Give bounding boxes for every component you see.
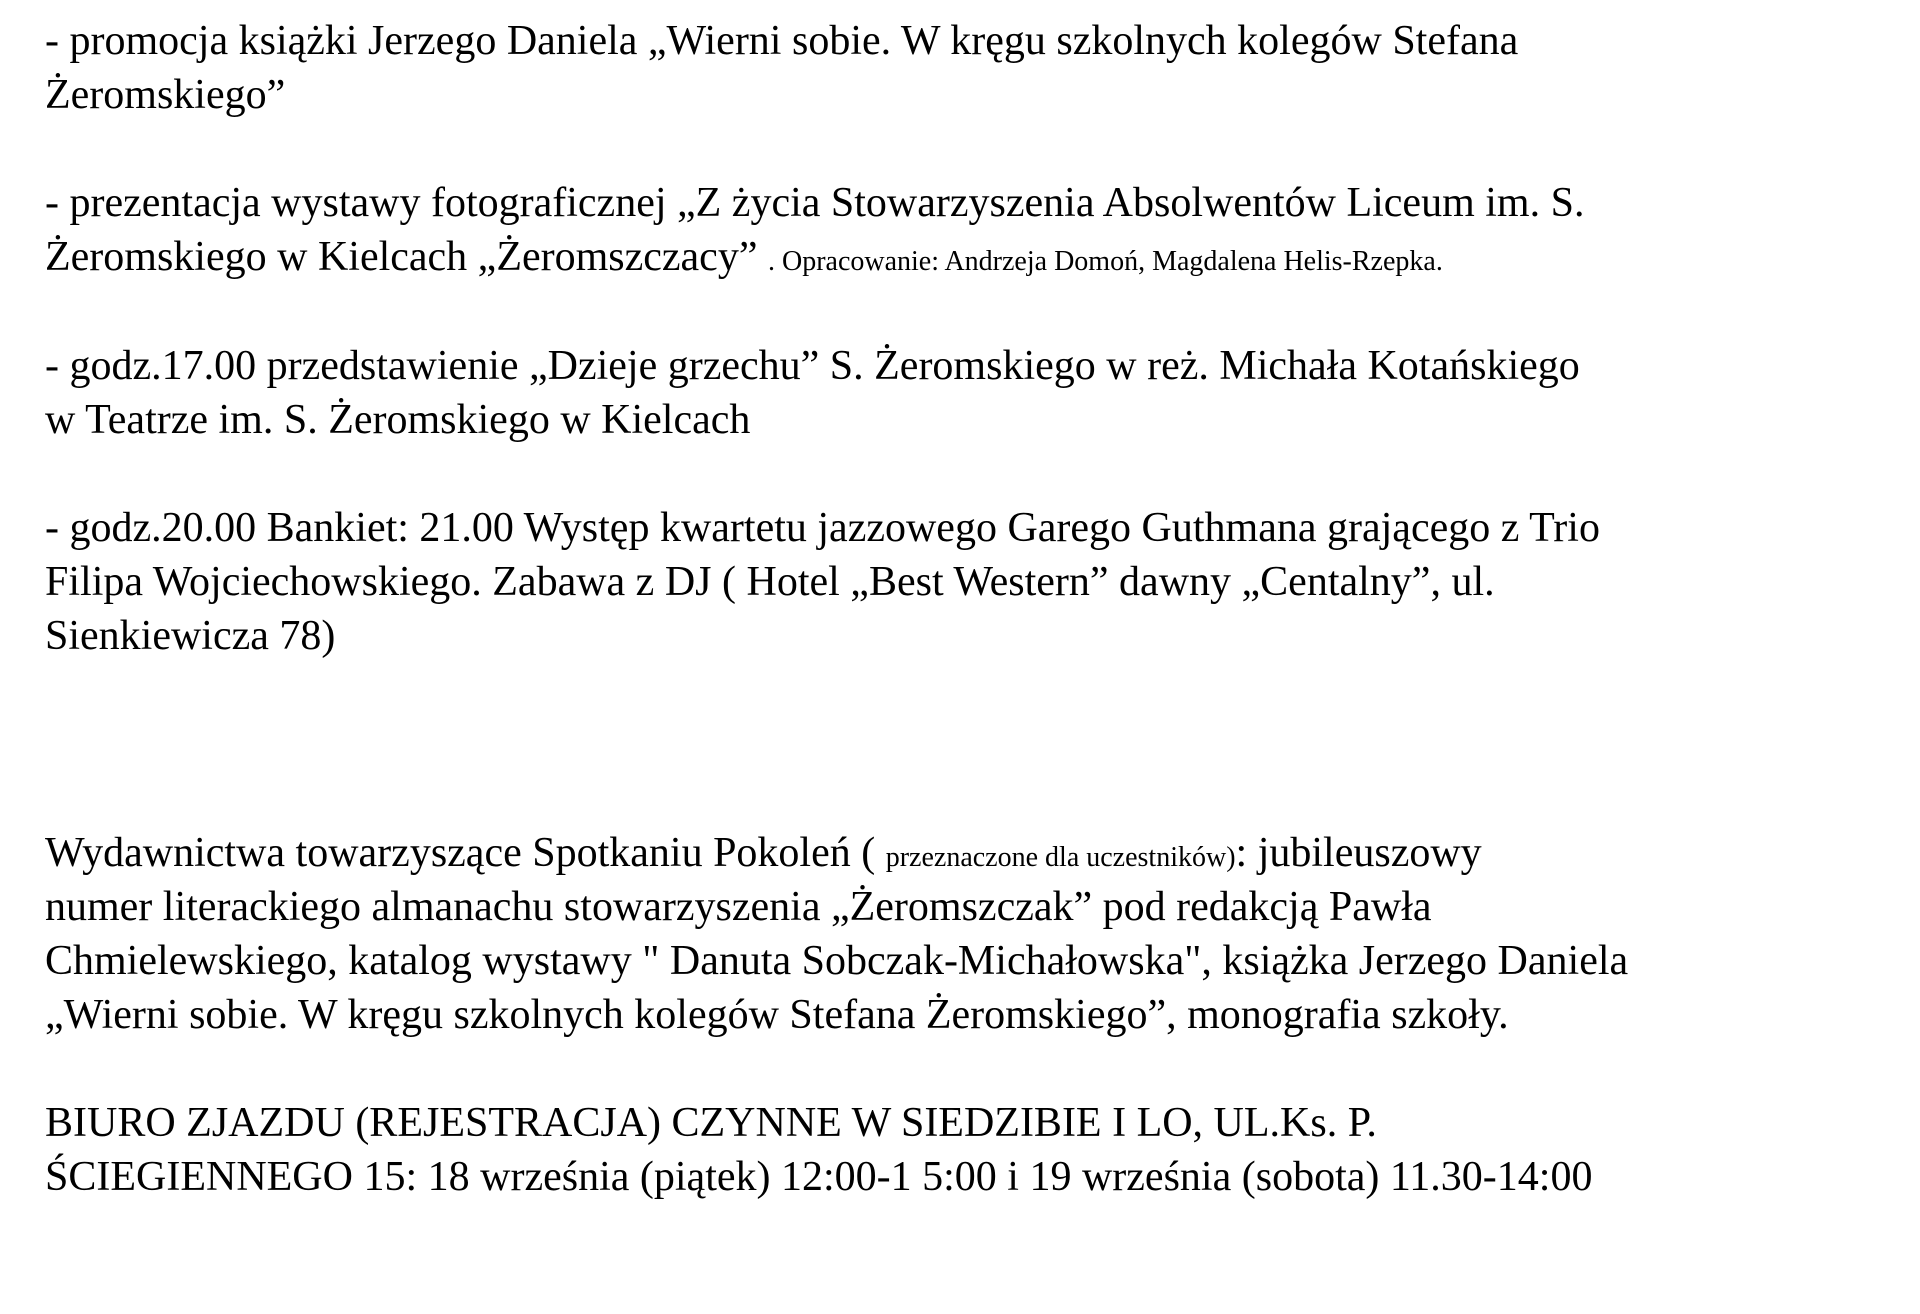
publications-intro: Wydawnictwa towarzyszące Spotkaniu Pokoleń ( bbox=[45, 830, 886, 876]
publications-note: przeznaczone dla uczestników) bbox=[885, 842, 1236, 873]
office-line-1: BIURO ZJAZDU (REJESTRACJA) CZYNNE W SIEDZIBIE I LO, UL.Ks. P. bbox=[45, 1100, 1377, 1146]
item-3-line-2: w Teatrze im. S. Żeromskiego w Kielcach bbox=[45, 397, 751, 443]
publications-line-3: Chmielewskiego, katalog wystawy " Danuta Sobczak-Michałowska", książka Jerzego Daniela bbox=[45, 938, 1629, 984]
item-4-line-1: - godz.20.00 Bankiet: 21.00 Występ kwartetu jazzowego Garego Guthmana grającego z Trio bbox=[45, 505, 1600, 551]
item-1-line-2: Żeromskiego” bbox=[45, 72, 286, 118]
item-2-line-1: - prezentacja wystawy fotograficznej „Z życia Stowarzyszenia Absolwentów Liceum im. S. bbox=[45, 180, 1585, 226]
item-2-credits: . Opracowanie: Andrzeja Domoń, Magdalena Helis-Rzepka. bbox=[767, 246, 1443, 277]
item-2-line-2 bbox=[45, 230, 1443, 289]
item-3-line-1: - godz.17.00 przedstawienie „Dzieje grzechu” S. Żeromskiego w reż. Michała Kotańskiego bbox=[45, 343, 1580, 389]
publications-line-1 bbox=[45, 826, 1482, 885]
publications-line-2: numer literackiego almanachu stowarzyszenia „Żeromszczak” pod redakcją Pawła bbox=[45, 884, 1432, 930]
item-4-line-3: Sienkiewicza 78) bbox=[45, 613, 336, 659]
office-line-2: ŚCIEGIENNEGO 15: 18 września (piątek) 12:00-1 5:00 i 19 września (sobota) 11.30-14:00 bbox=[45, 1154, 1593, 1200]
item-4-line-2: Filipa Wojciechowskiego. Zabawa z DJ ( Hotel „Best Western” dawny „Centalny”, ul. bbox=[45, 559, 1495, 605]
item-2-title: Żeromskiego w Kielcach „Żeromszczacy” bbox=[45, 234, 768, 280]
item-1-line-1: - promocja książki Jerzego Daniela „Wierni sobie. W kręgu szkolnych kolegów Stefana bbox=[45, 18, 1519, 64]
publications-line-4: „Wierni sobie. W kręgu szkolnych kolegów Stefana Żeromskiego”, monografia szkoły. bbox=[45, 992, 1509, 1038]
publications-intro-end: : jubileuszowy bbox=[1235, 830, 1482, 876]
